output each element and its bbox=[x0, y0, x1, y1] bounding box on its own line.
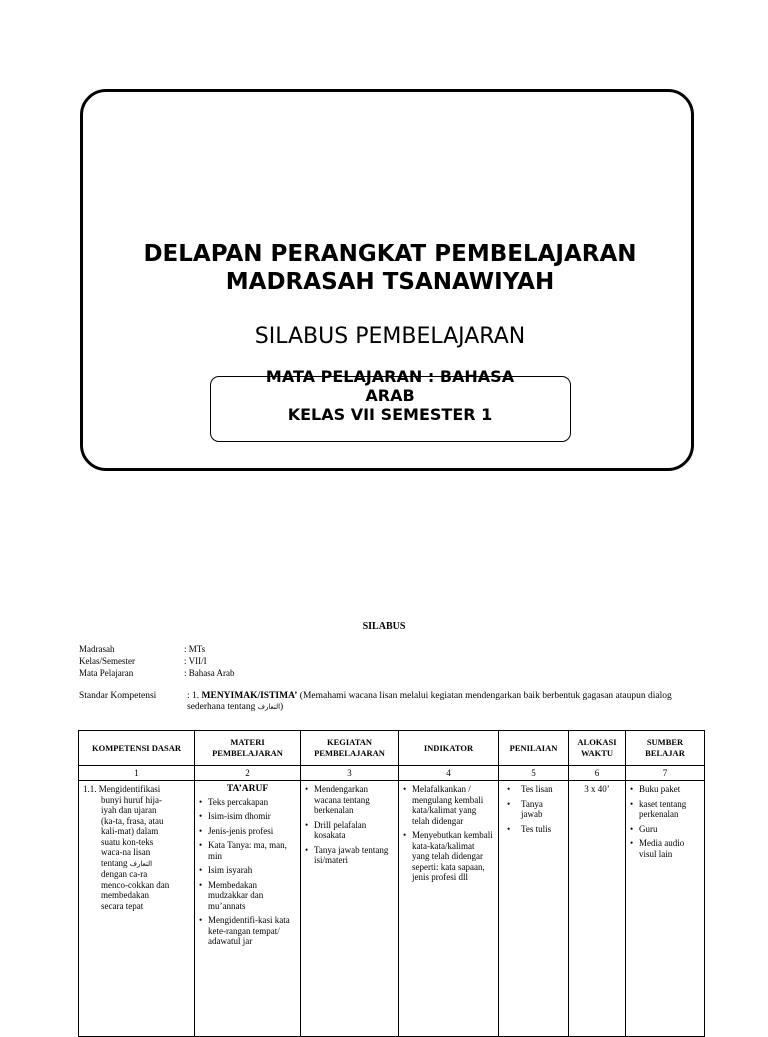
subject-line3: KELAS VII SEMESTER 1 bbox=[287, 405, 493, 424]
column-header: ALOKASI WAKTU bbox=[569, 731, 626, 766]
list-item: • Mengidentifi-kasi kata kete-rangan tempat/ adawatul jar bbox=[199, 915, 296, 947]
cover-subtitle: SILABUS PEMBELAJARAN bbox=[254, 324, 526, 349]
column-number: 7 bbox=[626, 766, 705, 781]
standar-arabic: التعارف bbox=[257, 703, 281, 711]
materi-title: TA’ARUF bbox=[226, 784, 269, 794]
column-number: 1 bbox=[79, 766, 195, 781]
materi-cell bbox=[195, 781, 301, 1037]
list-item: • Tanya jawab tentang isi/materi bbox=[305, 845, 394, 866]
kd-line: (ka-ta, frasa, atau bbox=[101, 815, 164, 826]
column-number: 3 bbox=[301, 766, 399, 781]
kegiatan-cell bbox=[301, 781, 399, 1037]
kd-line: suatu kon-teks bbox=[101, 836, 154, 847]
kd-arabic: التعارف bbox=[129, 859, 153, 868]
list-item: • Melafalkankan / mengulang kembali kata/kalimat yang telah didengar bbox=[403, 784, 494, 826]
cover-title-line2: MADRASAH TSANAWIYAH bbox=[225, 269, 555, 295]
kd-line: kali-mat) dalam bbox=[101, 826, 159, 836]
kd-line: secara tepat bbox=[101, 900, 144, 911]
sumber-cell bbox=[626, 781, 705, 1037]
list-item: • Jenis-jenis profesi bbox=[199, 826, 296, 837]
alokasi-value: 3 x 40’ bbox=[584, 784, 610, 794]
cover-title bbox=[80, 240, 700, 296]
standar-body: (Memahami wacana lisan melalui kegiatan mendengarkan baik berbentuk gagasan ataupun dialog sederhana tentang bbox=[187, 691, 672, 712]
document-heading: SILABUS bbox=[362, 621, 406, 632]
kd-line: iyah dan ujaran bbox=[101, 805, 157, 815]
subject-line2: ARAB bbox=[365, 386, 415, 405]
list-item: • Menyebutkan kembali kata-kata/kalimat yang telah didengar seperti: kata sapaan, jenis profesi dll bbox=[403, 830, 494, 883]
meta-value: : MTs bbox=[184, 644, 206, 654]
column-header: KOMPETENSI DASAR bbox=[79, 731, 195, 766]
column-number: 4 bbox=[399, 766, 499, 781]
list-item: • Membedakan mudzakkar dan mu’annats bbox=[199, 880, 296, 912]
table-header-row bbox=[79, 731, 705, 766]
subject-text bbox=[240, 367, 540, 424]
list-item: • Media audio visul lain bbox=[630, 838, 700, 859]
column-header: PENILAIAN bbox=[499, 731, 569, 766]
list-item: • Buku paket bbox=[630, 784, 700, 795]
list-item: • Tanya jawab bbox=[507, 799, 564, 820]
standar-bold: MENYIMAK/ISTIMA’ bbox=[201, 691, 298, 701]
list-item: • Tes tulis bbox=[507, 824, 564, 835]
kd-line: Mengidentifikasi bbox=[98, 784, 161, 794]
meta-label: Kelas/Semester bbox=[79, 656, 135, 666]
kd-line: dengan ca-ra bbox=[101, 869, 148, 879]
list-item: • Tes lisan bbox=[507, 784, 564, 795]
column-number: 2 bbox=[195, 766, 301, 781]
kd-line: membedakan bbox=[101, 890, 149, 900]
list-item: • Isim isyarah bbox=[199, 865, 296, 876]
list-item: • Drill pelafalan kosakata bbox=[305, 820, 394, 841]
table-number-row bbox=[79, 766, 705, 781]
list-item: • Kata Tanya: ma, man, min bbox=[199, 840, 296, 861]
column-header: MATERI PEMBELAJARAN bbox=[195, 731, 301, 766]
kompetensi-dasar-cell bbox=[79, 781, 195, 1037]
alokasi-cell bbox=[569, 781, 626, 1037]
list-item: • kaset tentang perkenalan bbox=[630, 799, 700, 820]
syllabus-table bbox=[78, 730, 705, 1037]
kd-line: tentang bbox=[101, 857, 128, 868]
column-header: SUMBER BELAJAR bbox=[626, 731, 705, 766]
list-item: • Guru bbox=[630, 824, 700, 835]
kd-line: menco-cokkan dan bbox=[101, 879, 170, 890]
penilaian-cell bbox=[499, 781, 569, 1037]
standar-label: Standar Kompetensi bbox=[79, 691, 157, 701]
meta-label: Madrasah bbox=[79, 644, 115, 654]
table-row bbox=[79, 781, 705, 1037]
column-number: 5 bbox=[499, 766, 569, 781]
column-header: KEGIATAN PEMBELAJARAN bbox=[301, 731, 399, 766]
indikator-cell bbox=[399, 781, 499, 1037]
subject-line1: MATA PELAJARAN : BAHASA bbox=[265, 367, 515, 386]
standar-prefix: : 1. bbox=[187, 691, 202, 701]
cover-title-line1: DELAPAN PERANGKAT PEMBELAJARAN bbox=[143, 241, 637, 267]
list-item: • Teks percakapan bbox=[199, 797, 296, 808]
meta-value: : Bahasa Arab bbox=[184, 668, 235, 678]
standar-text bbox=[187, 691, 707, 713]
kd-number: 1.1. bbox=[83, 784, 97, 794]
kd-line: bunyi huruf hija- bbox=[101, 794, 162, 805]
column-number: 6 bbox=[569, 766, 626, 781]
column-header: INDIKATOR bbox=[399, 731, 499, 766]
kd-line: waca-na lisan bbox=[101, 847, 151, 857]
list-item: • Mendengarkan wacana tentang berkenalan bbox=[305, 784, 394, 816]
meta-value: : VII/I bbox=[184, 656, 207, 666]
standar-suffix: ) bbox=[280, 702, 284, 712]
meta-label: Mata Pelajaran bbox=[79, 668, 134, 678]
list-item: • Isim-isim dhomir bbox=[199, 811, 296, 822]
